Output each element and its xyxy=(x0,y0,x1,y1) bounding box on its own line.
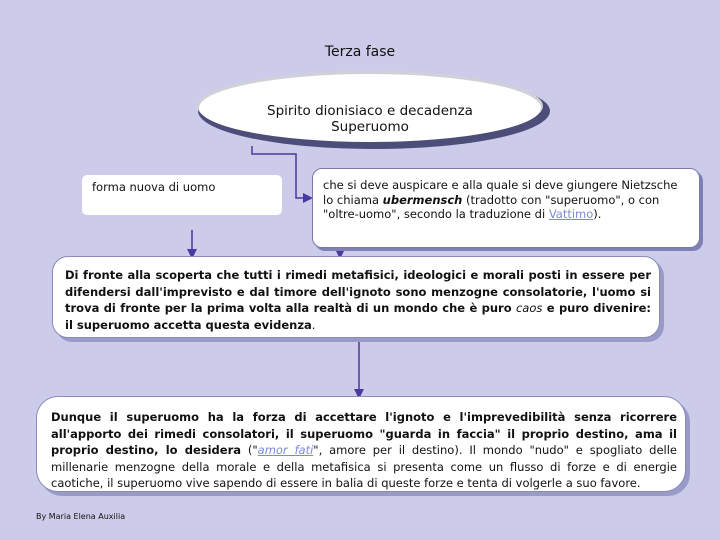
vattimo-link[interactable]: Vattimo xyxy=(548,207,594,221)
page-title: Terza fase xyxy=(324,44,396,60)
ubermensch-term: ubermensch xyxy=(382,192,463,207)
bottom-concept-box xyxy=(36,396,686,492)
middle-concept-box xyxy=(52,256,660,338)
right-concept-box xyxy=(312,168,700,248)
bottom-box-bold-text: Dunque il superuomo ha la forza di accettare l'ignoto e l'imprevedibilità senza ricorrere all'apporto dei rimedi consolatori, il superuomo "guarda in faccia" il proprio destino, ama il proprio destino, lo desidera xyxy=(51,410,677,457)
middle-box-text-3: . xyxy=(311,317,316,332)
author-credit: By Maria Elena Auxilia xyxy=(36,512,126,521)
oval-line-1: Spirito dionisiaco e decadenza xyxy=(267,103,473,119)
left-box-text: forma nuova di uomo xyxy=(92,180,216,194)
right-box-text-1: che si deve auspicare e alla quale si deve giungere Nietzsche lo chiama xyxy=(323,178,678,207)
caos-term: caos xyxy=(515,301,543,315)
middle-box-text-1: Di fronte alla scoperta che tutti i rimedi metafisici, ideologici e morali posti in essere per difendersi dall'imprevisto e dal timore dell'ignoto sono menzogne consolatorie, l'uomo si trova di fronte per la prima volta alla realtà di un mondo che è puro xyxy=(65,268,651,315)
bottom-box-text-2: ", amore per il destino). Il mondo "nudo" e spogliato delle millenarie menzogne della morale e della metafisica si presenta come un flusso di forze e di energie caotiche, il superuomo vive sapendo di essere in balia di queste forze e tenta di volgerle a suo favore. xyxy=(51,443,677,490)
right-box-text-2: (tradotto con "superuomo", o con "oltre-uomo", secondo la traduzione di xyxy=(323,192,660,221)
middle-box-text-2: e puro divenire: il superuomo accetta questa evidenza xyxy=(65,301,651,332)
bottom-box-text-1: (" xyxy=(241,443,258,457)
oval-label xyxy=(200,103,540,135)
right-box-text-3: ). xyxy=(593,207,602,221)
amor-fati-link[interactable]: amor fati xyxy=(257,443,314,457)
left-concept-box xyxy=(82,175,282,215)
oval-line-2: Superuomo xyxy=(331,119,409,135)
